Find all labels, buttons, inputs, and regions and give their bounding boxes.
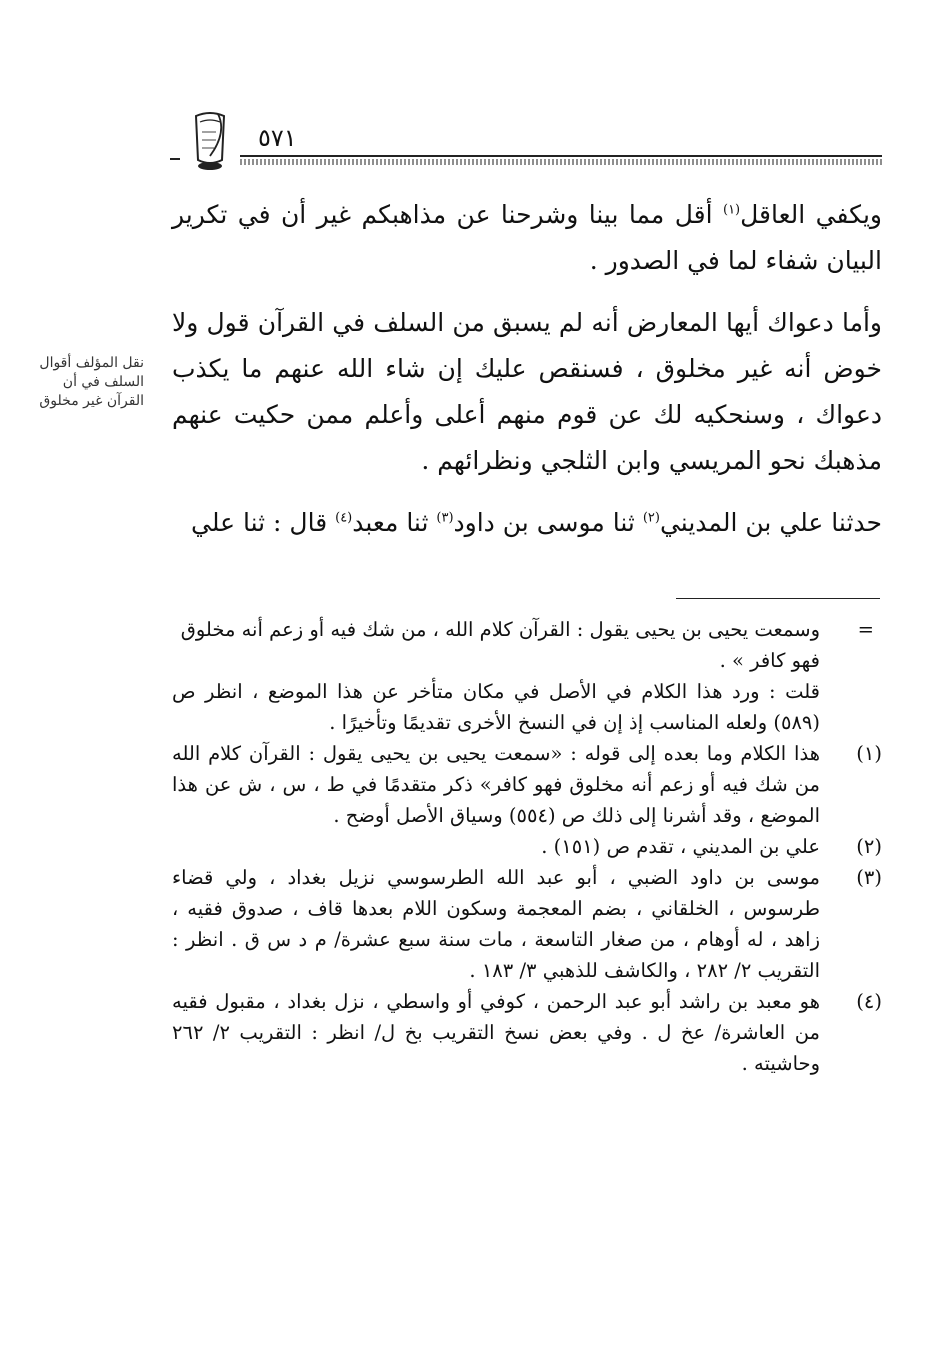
page-header [170,100,882,180]
footnote-number: (١) [856,742,882,765]
paragraph-2: وأما دعواك أيها المعارض أنه لم يسبق من السلف في القرآن قول ولا خوض أنه غير مخلوق ، فسنقص عليك إن شاء الله عنهم ما يكذب دعواك ، وسنحكيه لك عن قوم منهم أعلى وأعلم ممن حكيت عنهم مذهبك نحو المريسي وابن الثلجي ونظرائهم . [172,308,882,475]
header-dash [170,158,180,160]
header-dotted-rule [240,159,882,165]
paragraph-1 [172,192,882,284]
footnote-ref-3[interactable]: (٣) [436,510,454,526]
continuation-mark: = [857,618,874,641]
footnote-number: (٣) [856,866,882,889]
margin-note-line: نقل المؤلف أقوال [39,355,144,371]
footnote-number: (٢) [856,835,882,858]
paragraph-3 [172,500,882,546]
footnote-text: هذا الكلام وما بعده إلى قوله : «سمعت يحيى بن يحيى يقول : القرآن كلام الله من شك فيه أو زعم أنه مخلوق فهو كافر» ذكر متقدمًا في ط ، س ، ش عن هذا الموضع ، وقد أشرنا إلى ذلك ص (٥٥٤) وسياق الأصل أوضح . [172,742,820,827]
paragraph-text: قال : ثنا علي [191,508,336,537]
page-number: ٥٧١ [258,124,297,152]
footnote-item [172,862,882,986]
footnote-item [172,738,882,831]
paragraph-text: حدثنا علي بن المديني [659,508,882,537]
footnote-ref-2[interactable]: (٢) [642,510,660,526]
paragraph-text: ثنا معبد [352,508,437,537]
footnote-item [172,831,882,862]
footnote-ref-1[interactable]: (١) [722,202,741,218]
footnote-separator [676,598,880,599]
margin-note-line: السلف في أن [62,374,144,390]
footnote-text: هو معبد بن راشد أبو عبد الرحمن ، كوفي أو واسطي ، نزل بغداد ، مقبول فقيه من العاشرة/ عخ ل . وفي بعض نسخ التقريب بخ ل/ انظر : التقريب ٢/ ٢٦٢ وحاشيته . [172,990,820,1075]
paragraph-text: أقل مما بينا وشرحنا عن مذاهبكم غير أن في تكرير البيان شفاء لما في الصدور . [172,200,882,275]
main-text [172,192,882,562]
margin-note-line: القرآن غير مخلوق [39,393,144,409]
paragraph-text: ويكفي العاقل [740,200,882,229]
editor-note: قلت : ورد هذا الكلام في الأصل في مكان متأخر عن هذا الموضع ، انظر ص (٥٨٩) ولعله المناسب إذ إن في النسخ الأخرى تقديمًا وتأخيرًا . [172,680,820,734]
footnote-text: موسى بن داود الضبي ، أبو عبد الله الطرسوسي نزيل بغداد ، ولي قضاء طرسوس ، الخلقاني ، بضم المعجمة وسكون اللام بعدها قاف ، صدوق فقيه ، زاهد ، له أوهام ، من صغار التاسعة ، مات سنة سبع عشرة/ م د س ق . انظر : التقريب ٢/ ٢٨٢ ، والكاشف للذهبي ٣/ ١٨٣ . [172,866,820,982]
footnote-item [172,986,882,1079]
footnote-text: وسمعت يحيى بن يحيى يقول : القرآن كلام الله ، من شك فيه أو زعم أنه مخلوق فهو كافر » . [180,618,820,672]
footnote-continuation [172,614,882,676]
footnotes [172,614,882,1079]
paragraph-text: ثنا موسى بن داود [453,508,643,537]
scroll-quill-ornament-icon [188,110,232,172]
footnote-ref-4[interactable]: (٤) [335,510,353,526]
margin-note [22,354,144,411]
footnote-number: (٤) [856,990,882,1013]
footnote-text: علي بن المديني ، تقدم ص (١٥١) . [541,835,820,858]
header-rule [240,155,882,157]
